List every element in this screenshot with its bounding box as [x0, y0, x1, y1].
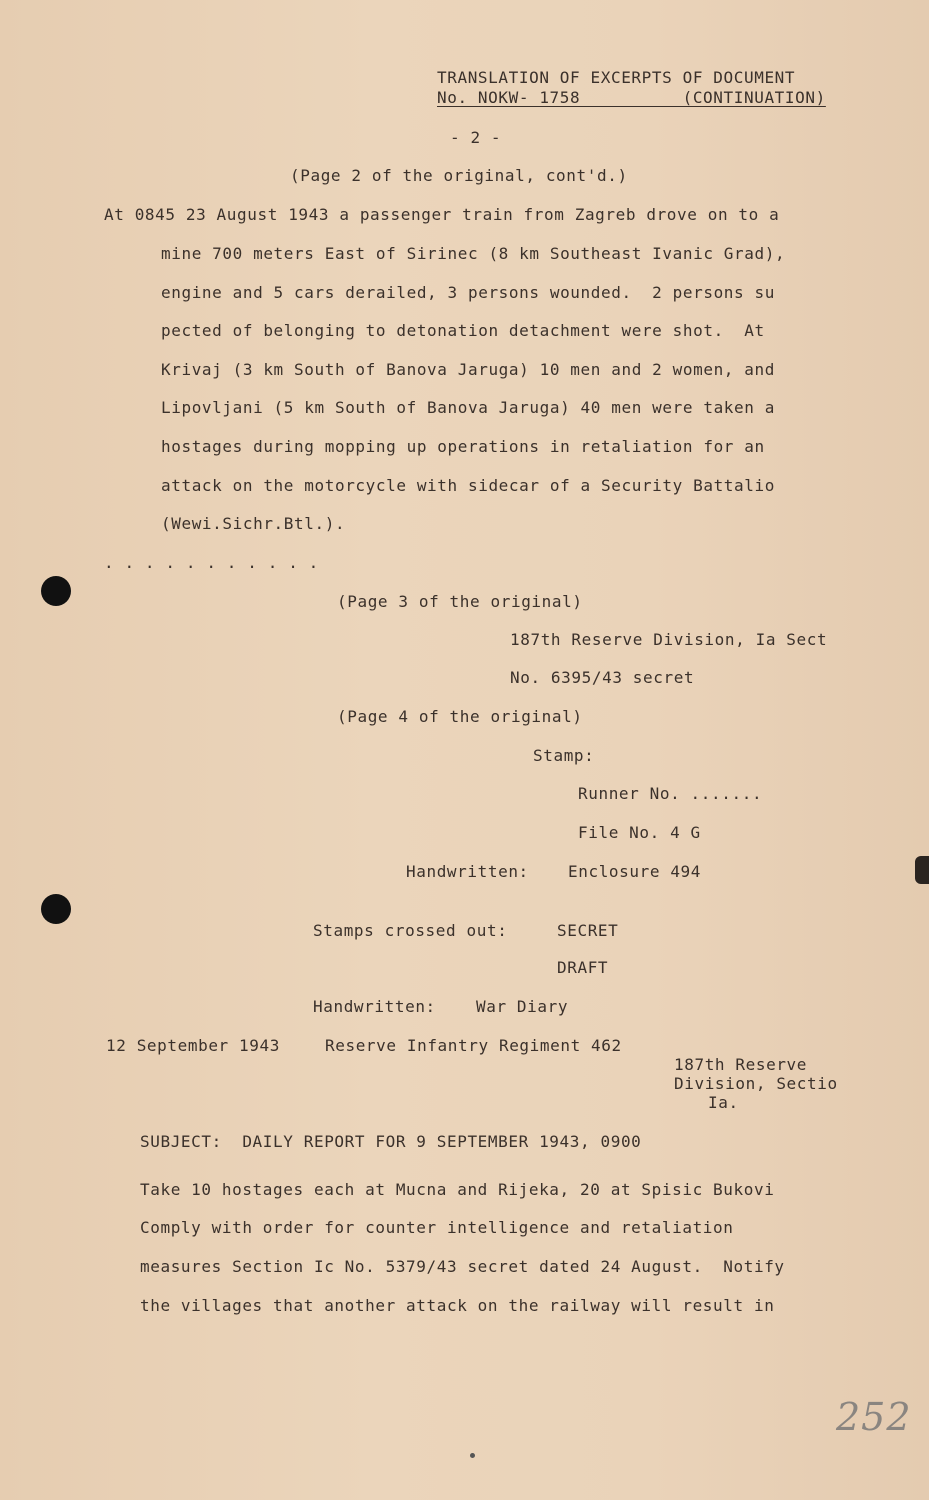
division-line: 187th Reserve Division, Ia Sect [510, 630, 828, 649]
handwritten2-label: Handwritten: [313, 997, 436, 1016]
report-body-3: measures Section Ic No. 5379/43 secret dated 24 August. Notify [140, 1257, 785, 1276]
document-number: No. 6395/43 secret [510, 668, 695, 687]
header-title-line2: No. NOKW- 1758 (CONTINUATION) [437, 88, 826, 107]
page-3-ref: (Page 3 of the original) [337, 592, 583, 611]
page-4-ref: (Page 4 of the original) [337, 707, 583, 726]
page-2-ref: (Page 2 of the original, cont'd.) [290, 166, 628, 185]
speck [470, 1453, 475, 1458]
ellipsis-separator: . . . . . . . . . . . [104, 553, 319, 572]
runner-no: Runner No. ....... [578, 784, 763, 803]
report-regiment: Reserve Infantry Regiment 462 [325, 1036, 622, 1055]
handwritten-page-number: 252 [836, 1395, 912, 1439]
header-title-line1: TRANSLATION OF EXCERPTS OF DOCUMENT [437, 68, 796, 87]
report-to-line1: 187th Reserve [674, 1055, 808, 1074]
body-line-4: pected of belonging to detonation detachment were shot. At [161, 321, 765, 340]
body-line-5: Krivaj (3 km South of Banova Jaruga) 10 men and 2 women, and [161, 360, 775, 379]
report-body-4: the villages that another attack on the railway will result in [140, 1296, 775, 1315]
body-line-2: mine 700 meters East of Sirinec (8 km Southeast Ivanic Grad), [161, 244, 786, 263]
punch-hole-bottom [41, 894, 71, 924]
page-number: - 2 - [450, 128, 502, 147]
body-line-7: hostages during mopping up operations in retaliation for an [161, 437, 765, 456]
handwritten-label: Handwritten: [406, 862, 529, 881]
body-line-3: engine and 5 cars derailed, 3 persons wounded. 2 persons su [161, 283, 775, 302]
report-to-line3: Ia. [708, 1093, 739, 1112]
edge-tab [915, 856, 929, 884]
report-date: 12 September 1943 [106, 1036, 280, 1055]
war-diary: War Diary [476, 997, 569, 1016]
body-line-6: Lipovljani (5 km South of Banova Jaruga) 40 men were taken a [161, 398, 775, 417]
enclosure: Enclosure 494 [568, 862, 702, 881]
report-body-2: Comply with order for counter intelligence and retaliation [140, 1218, 734, 1237]
body-line-8: attack on the motorcycle with sidecar of a Security Battalio [161, 476, 775, 495]
file-no: File No. 4 G [578, 823, 701, 842]
report-subject: SUBJECT: DAILY REPORT FOR 9 SEPTEMBER 1943, 0900 [140, 1132, 642, 1151]
stamps-crossed-label: Stamps crossed out: [313, 921, 508, 940]
report-to-line2: Division, Sectio [674, 1074, 838, 1093]
stamp-label: Stamp: [533, 746, 595, 765]
body-line-1: At 0845 23 August 1943 a passenger train from Zagreb drove on to a [104, 205, 780, 224]
stamp-draft: DRAFT [557, 958, 609, 977]
body-line-9: (Wewi.Sichr.Btl.). [161, 514, 346, 533]
punch-hole-top [41, 576, 71, 606]
report-body-1: Take 10 hostages each at Mucna and Rijeka, 20 at Spisic Bukovi [140, 1180, 775, 1199]
stamp-secret: SECRET [557, 921, 619, 940]
